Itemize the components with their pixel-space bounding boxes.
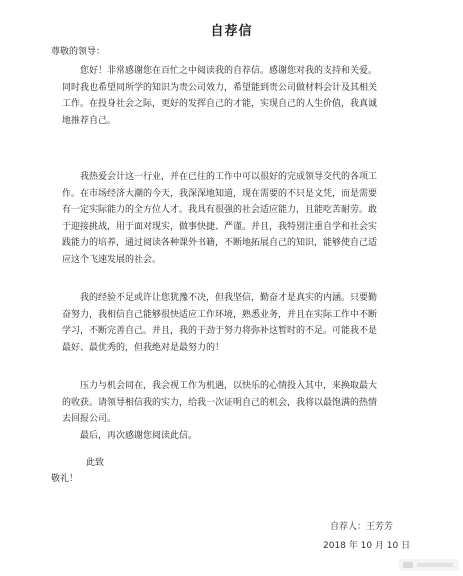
watermark-icon [399, 557, 459, 573]
paragraph-3 [62, 290, 402, 356]
paragraph-2 [62, 169, 402, 268]
paragraph-line: 学习，不断完善自己。并且，我的干劲于努力将弥补这暂时的不足。可能我不是 [62, 326, 378, 336]
paragraph-line: 我的经验不足或许让您犹豫不决，但我坚信，勤奋才是真实的内涵。只要勤 [80, 293, 378, 303]
paragraph-line: 作。在市场经济大潮的今天，我深深地知道，现在需要的不只是文凭，而是需要 [62, 188, 378, 199]
paragraph-line: 的收获。请领导相信我的实力，给我一次证明自己的机会，我将以最饱满的热情 [62, 397, 378, 408]
paragraph-line: 工作。在投身社会之际，更好的发挥自己的才能，实现自己的人生价值，我真诚 [62, 99, 378, 109]
paragraph-line: 于迎接挑战，用于面对现实，做事快捷、严谨。并且，我特别注重自学和社会实 [62, 221, 378, 232]
paragraph-line: 去回报公司。 [62, 414, 117, 424]
paragraph-line: 最后，再次感谢您阅读此信。 [80, 431, 198, 441]
paragraph-line: 应这个飞速发展的社会。 [62, 254, 162, 265]
paragraph-1 [62, 63, 402, 129]
paragraph-line: 压力与机会同在，我会视工作为机遇，以快乐的心情投入其中，来换取最大 [80, 381, 378, 391]
closing-line-2: 敬礼！ [51, 474, 79, 484]
paragraph-line: 您好！非常感谢您在百忙之中阅读我的自荐信。感谢您对我的支持和关爱。 [80, 66, 378, 76]
page-title: 自荐信 [210, 24, 253, 39]
closing-line-1: 此致 [86, 458, 105, 468]
paragraph-4 [62, 378, 402, 428]
signature: 自荐人：王芳芳 [330, 522, 394, 532]
paragraph-line: 同时我也希望同所学的知识为贵公司效力，希望能到贵公司做材料会计及其相关 [62, 82, 378, 93]
paragraph-line: 最好、最优秀的，但我绝对是最努力的！ [62, 342, 225, 353]
paragraph-line: 地推荐自己。 [62, 115, 117, 126]
paragraph-5 [62, 428, 402, 445]
paragraph-line: 奋努力，我相信自己能够很快适应工作环境，熟悉业务，并且在实际工作中不断 [62, 309, 378, 320]
letter-date: 2018 年 10 月 10 日 [323, 541, 411, 551]
paragraph-line: 践能力的培养，通过阅读各种课外书籍，不断地拓展自己的知识，能够使自己适 [62, 238, 378, 248]
paragraph-line: 我热爱会计这一行业，并在已往的工作中可以很好的完成领导交代的各项工 [80, 172, 378, 182]
paragraph-line: 有一定实际能力的全方位人才。我具有很强的社会适应能力，且能吃苦耐劳。敢 [62, 205, 378, 215]
salutation: 尊敬的领导： [51, 47, 106, 57]
